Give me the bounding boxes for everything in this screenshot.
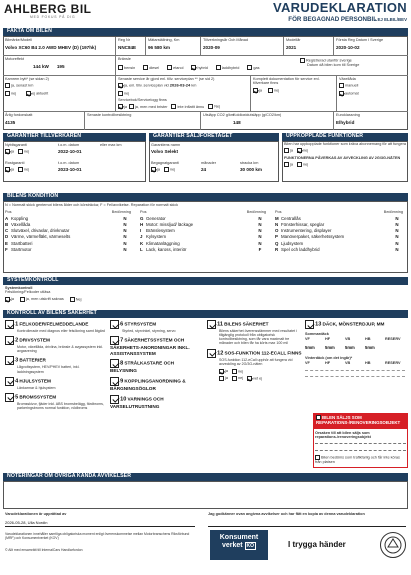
odometer-label: Mätarställning, Km — [148, 38, 180, 42]
safety-item-checkbox[interactable] — [110, 395, 119, 404]
service-log-partial[interactable] — [129, 104, 134, 109]
condition-grade[interactable]: N — [123, 246, 127, 252]
system-control: Systemkontroll Felsökning/Felkoder utläsa ja ja, men utskrift saknas Nej — [5, 286, 82, 302]
condition-row — [5, 228, 131, 234]
tire-col-hb: HB — [365, 337, 371, 342]
safety-item: 5 BROMSSYSTEM Bromsskivor, fjäder inkl. ABS bromsbelägg, färdbroms, parkeringsbroms normal funktion, nödbroms — [5, 393, 105, 410]
service-log-label: Servicebok/Servicelogg finns — [118, 98, 167, 102]
page-subtitle-note: - EJ ELBIL/BEV — [374, 17, 407, 22]
condition-row — [5, 234, 131, 240]
model-field[interactable] — [5, 38, 96, 51]
tire-col-vf: VF — [305, 360, 310, 365]
safety-item-checkbox[interactable] — [5, 356, 14, 365]
safety-item-checkbox[interactable] — [110, 320, 119, 329]
service-date: 2026-03-24 — [169, 82, 191, 88]
condition-name: Koppling — [11, 215, 29, 221]
rust-warranty-no[interactable] — [18, 167, 23, 172]
safety-item-title: SOS-FUNKTION 112-ECALL FINNS — [224, 350, 302, 356]
repair-object-checkbox[interactable] — [316, 415, 321, 420]
condition-grade[interactable]: N — [123, 228, 127, 234]
trygga-hander-logo: I trygga händer — [288, 540, 346, 549]
warranty-km: eller max km — [100, 143, 122, 147]
safety-column-3: 11 BILENS SÄKERHET Bilens säkerhet överensstämmer med resultatet i tillgänglig protokoll från obligatorisk kontrollbesiktning, som får vara maximalt tre månader och bilen får ha körts max 100 mil 12 SOS-FUNKTION 112-ECALL FINNS SOS-funktion 112-eCall upphör att fungera vid avveckling av 2G/3G-näten ja nej ja nej vet ej — [207, 320, 302, 381]
condition-row — [140, 234, 266, 240]
safety-item-title: VARNINGS OCH VARSELUTRUSTNING — [110, 396, 164, 409]
grade-header: Bedömning — [246, 209, 266, 214]
condition-grade[interactable]: N — [258, 221, 262, 227]
condition-row — [5, 221, 131, 227]
safety-column-1 — [5, 320, 105, 413]
safety-item-checkbox[interactable] — [5, 377, 14, 386]
condition-column-3 — [275, 209, 403, 252]
pos-header: Pos — [275, 209, 282, 214]
disclaimer: Varudeklarationen innehåller samtliga obligatoriska moment enligt överenskommelse mellan Motorbranschens Riksförbund (MRF) och Konsumentverket (KOV) — [5, 532, 190, 540]
condition-row — [275, 215, 403, 221]
condition-name: Slutväxel, drivaxlar, drivknutar — [11, 228, 70, 234]
copyright: © Allt med ensamrätt till InternalCars Handlarfordon — [5, 548, 83, 552]
ecall-no[interactable] — [232, 369, 237, 374]
service-docs-no[interactable] — [268, 88, 273, 93]
system-control-heading: SYSTEMKONTROLL — [3, 277, 408, 285]
condition-grade[interactable]: N — [395, 221, 399, 227]
timing-belt-field: Kamrem bytt* (se sidan 2) ja, senast km nej ej aktuellt — [5, 77, 113, 96]
condition-pos: J — [140, 234, 143, 240]
safety-item: 12 SOS-FUNKTION 112-ECALL FINNS SOS-funktion 112-eCall upphör att fungera vid avveckling av 2G/3G-näten — [207, 349, 302, 366]
condition-row — [140, 221, 266, 227]
fuel-laddhybrid-label: laddhybrid — [221, 65, 240, 70]
tire-col-reserv: RESERV — [385, 337, 401, 342]
safety-item-desc: SOS-funktion 112-eCall upphör att fungera vid avveckling av 2G/3G-näten — [219, 357, 293, 366]
odometer-field[interactable] — [148, 38, 179, 51]
pos-header: Pos — [140, 209, 147, 214]
tax-value: 4135 — [5, 120, 16, 126]
safety-item-title: HJULSYSTEM — [19, 378, 51, 384]
power-label: Motoreffekt — [5, 57, 24, 61]
condition-row — [275, 240, 403, 246]
condition-pos: A — [5, 215, 9, 221]
condition-pos: D — [5, 234, 9, 240]
service-label: Senaste service år gjord enl. tillv. serviceplan ** (se sid 2) — [118, 77, 215, 81]
condition-grade[interactable]: N — [123, 234, 127, 240]
safety-item: 11 BILENS SÄKERHET Bilens säkerhet överensstämmer med resultatet i tillgänglig protokoll från obligatorisk kontrollbesiktning, som får vara maximalt tre månader och bilen får ha körts max 100 mil — [207, 320, 302, 346]
repair-object-reason-label: Orsaken till att bilen säljs som reparations-/renoveringsobjekt — [315, 431, 371, 440]
safety-heading: KONTROLL AV BILENS SÄKERHET — [3, 310, 408, 318]
gearbox-field: Växellåda manuell automat — [339, 77, 405, 96]
condition-pos: N — [275, 221, 279, 227]
timing-belt-yes[interactable] — [5, 83, 10, 88]
safety-item-checkbox[interactable] — [207, 349, 216, 358]
safety-item-checkbox[interactable] — [110, 377, 119, 386]
condition-pos: I — [140, 228, 142, 234]
condition-name: Startmotor — [11, 246, 32, 252]
first-reg-field[interactable] — [336, 38, 383, 51]
fuel-etanol-checkbox[interactable] — [167, 65, 172, 70]
safety-item: 10 VARNINGS OCH VARSELUTRUSTNING — [110, 396, 164, 409]
model-year-value: 2021 — [286, 45, 297, 51]
condition-name: Motor: missljud/ läckage — [146, 221, 194, 227]
condition-name: Startbatteri — [11, 240, 33, 246]
safety-item-checkbox[interactable] — [110, 359, 119, 368]
condition-name: Generator — [146, 215, 166, 221]
tire-col-reserv: RESERV — [385, 360, 401, 365]
dangerous-vehicle-checkbox[interactable] — [315, 455, 320, 460]
system-control-no[interactable] — [70, 297, 75, 302]
model-value: Volvo XC60 B4 2.0 AWD MHEV (D) (197hk) — [5, 45, 97, 51]
summer-tire-depth[interactable]: 5mm — [365, 344, 375, 350]
fuel-bensin-checkbox[interactable] — [118, 65, 123, 70]
condition-grade[interactable]: N — [395, 246, 399, 252]
euro-class-field — [336, 113, 360, 126]
notes-box[interactable] — [3, 481, 408, 509]
condition-row — [5, 240, 131, 246]
condition-grade[interactable]: N — [123, 240, 127, 246]
condition-column-1 — [5, 209, 131, 252]
safety-item-desc: Länkarmar & hjulsystem — [17, 385, 56, 390]
facts-heading: FAKTA OM BILEN — [3, 28, 408, 36]
tire-col-vf: VF — [305, 337, 310, 342]
service-log-yes[interactable] — [118, 104, 123, 109]
condition-pos: H — [140, 221, 144, 227]
condition-name: Centrallås — [281, 215, 301, 221]
condition-column-2 — [140, 209, 266, 252]
condition-pos: F — [5, 246, 8, 252]
repair-object-title[interactable]: BILEN SÄLJS SOM REPARATIONS-/RENOVERINGSOBJEKT — [313, 413, 408, 429]
grade-header: Bedömning — [383, 209, 403, 214]
safety-item: 8 STRÅLKASTARE OCH BELYSNING — [110, 360, 175, 374]
used-car-warranty: Begagnatgaranti ja nej — [151, 161, 179, 172]
condition-row — [140, 228, 266, 234]
fuel-label: Bränsle — [118, 57, 131, 61]
safety-item-title: STRÅLKASTARE OCH BELYSNING — [110, 360, 175, 374]
safety-item-checkbox[interactable] — [5, 336, 14, 345]
tire-col-hb: HB — [365, 360, 371, 365]
tire-col-vb: VB — [345, 360, 351, 365]
fuel-bensin-label: bensin — [124, 65, 136, 70]
power-hp: 195 — [56, 64, 65, 70]
reg-value: NNC84E — [118, 45, 137, 51]
service-yes[interactable] — [118, 83, 123, 88]
condition-name: Ljudsystem — [281, 240, 304, 246]
service-field: Senaste service år gjord enl. tillv. serviceplan ** (se sid 2) ja, enl. tillv. serviceplan vid 2026-03-24 km nej — [118, 77, 248, 96]
system-control-yes[interactable] — [5, 297, 10, 302]
condition-row — [140, 246, 266, 252]
timing-belt-na[interactable] — [26, 91, 31, 96]
co2-emission-field — [233, 113, 281, 126]
safety-item-title: BILENS SÄKERHET — [224, 321, 269, 327]
safety-item: 2 DRIVSYSTEM Motor, växellåda, drivlina, bränsle & avgassystem inkl. avgasrening — [5, 336, 105, 353]
condition-name: Växellåda — [11, 221, 31, 227]
condition-pos: E — [5, 240, 8, 246]
safety-item-title: FELKODER/FELMEDDELANDE — [19, 321, 89, 327]
condition-pos: G — [140, 215, 144, 221]
condition-grade[interactable]: N — [395, 228, 399, 234]
condition-row — [140, 215, 266, 221]
condition-name: Lack, kaross, interiör — [146, 246, 187, 252]
logo: AHLBERG BIL — [4, 2, 92, 16]
safety-item: 4 HJULSYSTEM Länkarmar & hjulsystem — [5, 377, 105, 390]
warranty-heading: GARANTIER TILLVERKAREN — [3, 133, 146, 141]
service-no[interactable] — [118, 91, 123, 96]
condition-grade[interactable]: N — [258, 234, 262, 240]
condition-pos: Q — [275, 240, 279, 246]
safety-item-title: BATTERIER — [19, 357, 46, 363]
tax-label: Årlig fordonskatt — [5, 113, 33, 117]
fuel-hybrid-checkbox[interactable] — [191, 65, 196, 70]
service-log-pending[interactable] — [171, 104, 176, 109]
service-docs-label: Komplett dokumentation för service enl. tillverkare finns — [253, 77, 320, 86]
condition-name: Instrumentering, displayer — [281, 228, 332, 234]
condition-row — [140, 240, 266, 246]
condition-name: Klimatanläggning — [146, 240, 180, 246]
condition-grade[interactable]: N — [258, 240, 262, 246]
condition-pos: C — [5, 228, 9, 234]
tires-section: 13 DÄCK, MÖNSTERDJUP, MM Sommardäck VF HF VB HB RESERV 5mm 5mm 5mm 5mm Vinterdäck (om det ingår)* VF HF VB HB RESERV — [305, 320, 408, 377]
power-kw: 144 kW — [33, 64, 49, 70]
ecall2-yes[interactable] — [219, 376, 224, 381]
fuel-etanol-label: etanol — [173, 65, 184, 70]
condition-grade[interactable]: F — [258, 246, 262, 252]
safety-item: 6 STYRSYSTEM Styrled, styrvinkel, styrning, servo — [110, 320, 202, 333]
safety-item-checkbox[interactable] — [110, 336, 119, 345]
grade-header: Bedömning — [111, 209, 131, 214]
konsumentverket-logo: Konsument verket KO — [210, 530, 268, 560]
safety-item-title: DRIVSYSTEM — [19, 337, 50, 343]
model-label: Bilmärke/Modell — [5, 38, 33, 42]
manufacture-value: 2020-09 — [203, 45, 220, 51]
safety-item-desc: Motor, växellåda, drivlina, bränsle & avgassystem inkl. avgasrening — [17, 345, 104, 354]
used-car-warranty-yes[interactable] — [151, 167, 156, 172]
power-field — [5, 57, 65, 70]
safety-item: 9 KOPPLINGSANORDNING & BÄRGNINGSÖGLOR — [110, 378, 186, 391]
condition-name: Fönsterhissar, speglar — [281, 221, 325, 227]
safety-item-title: STYRSYSTEM — [124, 321, 157, 327]
tire-col-hf: HF — [325, 360, 331, 365]
service-log-field: Servicebok/Servicelogg finns ja ja, men med brister inte inflattt ännu Nej — [118, 98, 333, 110]
mrf-seal-icon — [380, 532, 406, 558]
condition-pos: L — [140, 246, 143, 252]
condition-grade[interactable]: N — [258, 215, 262, 221]
condition-pos: P — [275, 234, 278, 240]
co2-label: Utsläpp CO2 g/km — [203, 113, 235, 117]
condition-name: Kylsystem — [146, 234, 167, 240]
tax-field — [5, 113, 32, 126]
tire-col-hf: HF — [325, 337, 331, 342]
safety-item-desc: Styrled, styrvinkel, styrning, servo — [122, 329, 176, 333]
co2-value: 148 — [233, 120, 241, 126]
condition-name: Manöverpaket, säkerhetssystem — [281, 234, 345, 240]
co2-field — [203, 113, 234, 117]
condition-row — [275, 234, 403, 240]
condition-grade[interactable]: N — [395, 234, 399, 240]
condition-row — [5, 215, 131, 221]
connected-functions: Bilen har uppkopplade funktioner som kräva abonnemang för att fungera ja nej FUNKTIONERNA PÅVERKAS AV AVVECKLING AV 2G/3G-NÄTEN ja nej — [284, 142, 407, 167]
notes-heading: NOTERINGAR OM ÖVRIGA KÄNDA AVVIKELSER — [3, 473, 408, 481]
dangerous-vehicle: Bilen bedöms som trafikfarlig och får inte köras från platsen — [315, 455, 400, 465]
condition-grade[interactable]: N — [123, 215, 127, 221]
euro-class-label: Euroklassning — [336, 113, 360, 117]
summer-tire-depth[interactable]: 5mm — [345, 344, 355, 350]
safety-item-desc: Bilens säkerhet överensstämmer med resultatet i tillgänglig protokoll från obligatorisk kontrollbesiktning, som får vara maximalt tre månader och bilen får ha körts max 100 mil — [219, 329, 297, 346]
summer-tire-depth[interactable] — [385, 346, 405, 351]
condition-pos: M — [275, 215, 279, 221]
service-docs-yes[interactable] — [253, 88, 258, 93]
seller-warranty-name: Garantiens namn Volvo Selekt — [151, 143, 181, 155]
safety-column-2 — [110, 320, 202, 412]
service-docs-field: Komplett dokumentation för service enl. tillverkare finns ja nej — [253, 77, 333, 93]
gearbox-auto[interactable] — [339, 91, 344, 96]
tires-checkbox[interactable] — [305, 320, 314, 329]
safety-item: 7 SÄKERHETSSYSTEM OCH SÄKERHETS-ANORDNINGAR INKL. ASSISTANSSYSTEM — [110, 337, 190, 356]
first-reg-label: Första Reg Datum I Sverige — [336, 38, 384, 42]
prepared-by-value: 2026-05-28, Ulla Nordin — [5, 520, 48, 525]
condition-pos: R — [275, 246, 279, 252]
condition-heading: BILENS KONDITION — [3, 193, 408, 201]
rust-until: t.o.m. datum 2023-10-01 — [58, 161, 82, 173]
condition-row — [275, 221, 403, 227]
condition-pos: B — [5, 221, 9, 227]
euro-class-value: Elhybrid — [336, 120, 355, 126]
summer-tire-depth[interactable]: 5mm — [325, 344, 335, 350]
registered-abroad-checkbox[interactable] — [300, 58, 305, 63]
registered-abroad[interactable] — [300, 58, 405, 68]
connected-yes[interactable] — [284, 148, 289, 153]
warranty-until: t.o.m. datum 2022-10-01 — [58, 143, 82, 155]
fuel-gas-checkbox[interactable] — [247, 65, 252, 70]
model-year-field[interactable] — [286, 38, 301, 51]
condition-row — [275, 228, 403, 234]
safety-item-title: SÄKERHETSSYSTEM OCH SÄKERHETS-ANORDNINGAR INKL. ASSISTANSSYSTEM — [110, 337, 190, 356]
fuel-gas-label: gas — [253, 65, 260, 70]
warranty-until-value: 2022-10-01 — [58, 149, 82, 155]
ecall-yes[interactable] — [219, 369, 224, 374]
service-log-no[interactable] — [208, 104, 213, 109]
manufacture-field[interactable] — [203, 38, 248, 51]
gearbox-label: Växellåda — [339, 77, 356, 81]
page-subtitle: FÖR BEGAGNAD PERSONBIL — [288, 16, 377, 23]
rust-warranty: Rostgaranti ja nej — [5, 161, 30, 172]
condition-name: Värme, värmefläkt, värmeselts — [11, 234, 71, 240]
condition-row — [5, 246, 131, 252]
fuel-hybrid-label: hybrid — [197, 65, 208, 70]
signature-label: Jag godkänner ovan angivna avvikelser och har fått en kopia av denna varudeklaration — [208, 512, 365, 516]
connected-no[interactable] — [297, 148, 302, 153]
new-car-warranty-yes[interactable] — [5, 149, 10, 154]
summer-tire-depth[interactable]: 5mm — [305, 344, 315, 350]
safety-item-title: KOPPLINGSANORDNING & BÄRGNINGSÖGLOR — [110, 378, 186, 391]
condition-grade[interactable]: N — [123, 221, 127, 227]
reg-label: Reg Nr — [118, 38, 131, 42]
condition-name: Spel och laddhybrid — [281, 246, 320, 252]
safety-item-checkbox[interactable] — [5, 393, 14, 402]
safety-item-desc: Kontrollerade med diagnos eller felsökning samt åtgärd — [17, 329, 105, 333]
prepared-by-label: Varudeklarationen är upprättad av — [5, 512, 67, 516]
condition-grade[interactable]: N — [395, 215, 399, 221]
last-inspection-label: Senaste kontrollbesiktning — [87, 113, 132, 117]
gearbox-manual[interactable] — [339, 83, 344, 88]
2g3g-no[interactable] — [297, 162, 302, 167]
logo-tagline: MED FOKUS PÅ DIG — [30, 15, 76, 19]
safety-item-title: BROMSSYSTEM — [19, 394, 57, 400]
condition-pos: K — [140, 240, 144, 246]
system-control-no-print[interactable] — [20, 297, 25, 302]
seller-warranty-heading: GARANTIER SÄLJFÖRETAGET — [149, 133, 279, 141]
safety-item-checkbox[interactable] — [5, 320, 14, 329]
used-warranty-months: månader 24 — [201, 161, 216, 173]
condition-legend: N = Normalt skick gentemot bilens ålder och körsträcka; F = Fel/avvikelse. Reparation för normalt skick — [5, 203, 179, 207]
ecall2-no[interactable] — [232, 376, 237, 381]
fuel-diesel-label: diesel — [149, 65, 160, 70]
rust-until-value: 2023-10-01 — [58, 167, 82, 173]
manufacture-label: Tillverkningsår Och Månad — [203, 38, 249, 42]
condition-row — [275, 246, 403, 252]
safety-item: 1 FELKODER/FELMEDDELANDE Kontrollerade med diagnos eller felsökning samt åtgärd — [5, 320, 105, 333]
ecall2-unknown[interactable] — [247, 376, 252, 381]
used-car-warranty-no[interactable] — [164, 167, 169, 172]
first-reg-value: 2020-10-02 — [336, 45, 360, 51]
reg-field[interactable] — [118, 38, 136, 51]
safety-item-desc: Lågvoltsystem, HEV/PHEV batteri, inkl. laddningssystem — [17, 365, 80, 374]
condition-grade[interactable]: N — [395, 240, 399, 246]
model-year-label: Modellår — [286, 38, 301, 42]
pos-header: Pos — [5, 209, 12, 214]
used-warranty-km: stracka km 30 000 km — [240, 161, 262, 173]
2g3g-yes[interactable] — [284, 162, 289, 167]
odometer-value: 96 580 km — [148, 45, 170, 51]
connected-functions-heading: UPPKOPPLADE FUNKTIONER — [282, 133, 408, 141]
condition-name: Bränslesystem — [146, 228, 175, 234]
safety-item: 3 BATTERIER Lågvoltsystem, HEV/PHEV batteri, inkl. laddningssystem — [5, 356, 105, 373]
fuel-diesel-checkbox[interactable] — [143, 65, 148, 70]
safety-item-checkbox[interactable] — [207, 320, 216, 329]
new-car-warranty: Nybilsgaranti ja nej — [5, 143, 30, 154]
registered-abroad-note: Datum då bilen kom till Sverige — [307, 63, 360, 68]
safety-item-desc: Bromsskivor, fjäder inkl. ABS bromsbelägg, färdbroms, parkeringsbroms normal funktion, nödbroms — [17, 401, 104, 410]
page-title: VARUDEKLARATION — [272, 0, 407, 15]
condition-pos: O — [275, 228, 279, 234]
timing-belt-label: Kamrem bytt* (se sidan 2) — [5, 77, 49, 81]
co2-emission-label: Koldioxidutsläpp (g/CO2/km) — [233, 113, 282, 117]
registered-abroad-label: Registrerad utanför sverige — [306, 58, 352, 63]
rust-warranty-yes[interactable] — [5, 167, 10, 172]
tire-col-vb: VB — [345, 337, 351, 342]
condition-grade[interactable]: N — [258, 228, 262, 234]
timing-belt-no[interactable] — [5, 91, 10, 96]
new-car-warranty-no[interactable] — [18, 149, 23, 154]
last-inspection-field — [87, 113, 131, 120]
fuel-laddhybrid-checkbox[interactable] — [216, 65, 221, 70]
fuel-field — [118, 57, 267, 71]
